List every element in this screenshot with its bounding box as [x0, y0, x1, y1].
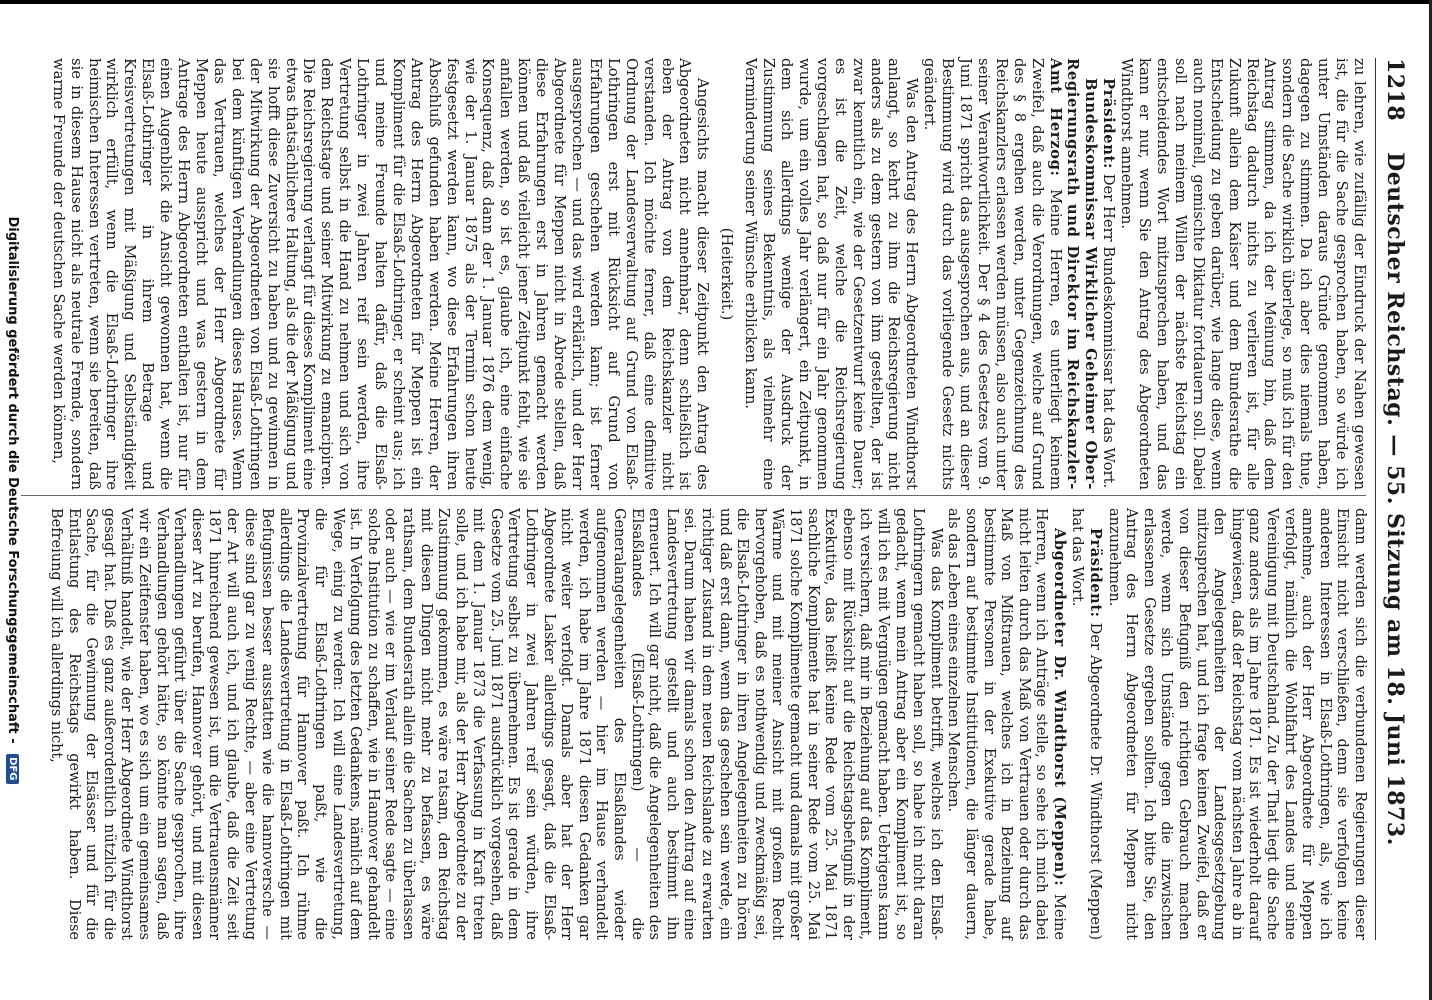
speech-text: Meine Herren, es unterliegt keinem Zweifel, daß auch die Verordnungen, welche auf Grund des § 8 ergehen werden, unter Gegenzeichnung des Reichskanzlers erlassen werden müssen, also auch unter seiner Verantwortlichkeit. Der § 4 des Gesetzes vom 9. Juni 1871 spricht das ausgesprochen aus, und an dieser Bestimmung wird durch das vorliegende Gesetz nichts geändert.	[921, 58, 1064, 490]
speech-text: Der Herr Bundeskommissar hat das Wort.	[1100, 169, 1118, 489]
paragraph: zu lehren, wie zufällig der Eindruck der Nahen gewesen ist, die für die Sache gesprochen haben, so würde ich unter Umständen daraus Gründe genommen haben, dagegen zu stimmen. Da ich aber dies niemals thue, sondern die Sache wirklich überlege, so muß ich für den Antrag stimmen, da ich der Meinung bin, daß dem Reichstag dadurch nichts zu verlieren ist, für alle Zukunft allein dem Kaiser und dem Bundesrathe die Entscheidung zu geben darüber, wie lange diese, wenn auch nominell, gemischte Diktatur fortdauern soll. Dabei soll nach meinem Willen der nächste Reichstag ein entscheidendes Wort mitzusprechen haben, und das kann er nur, wenn Sie den Antrag des Abgeordneten Windthorst annehmen.	[1118, 58, 1368, 490]
interjection: (Heiterkeit.)	[718, 227, 736, 321]
dfg-logo: DFG	[6, 754, 19, 783]
paragraph: Was das Kompliment betrifft, welches ich den Elsaß-Lothringern gemacht haben soll, so habe ich nicht daran gedacht, wenn mein Antrag aber ein Kompliment ist, so will ich es mit Vergnügen gemacht haben. Uebrigens kann ich versichern, daß mir in Beziehung auf das Kompliment, ebenso mit Rücksicht auf die Reichstagsbefugniß in der Exekutive, das heißt keine Rede vom 25. Mai 1871 sachliche Komplimente hat in seiner Rede vom 25. Mai 1871 solche Komplimente gemacht und damals mit großer Wärme und mit meiner Ansicht mit großem Recht hervorgehoben, daß es nothwendig und zweckmäßig sei, die Elsaß-Lothringer in ihren Angelegenheiten zu hören und daß erst dann, wenn das geschehen sein werde, ein richtiger Zustand in dem neuen Reichslande zu erwarten sei. Darum haben wir damals schon den Antrag auf eine Landesvertretung gestellt und auch bestimmt ihn erneuert. Ich will gar nicht, daß die Angelegenheiten des Elsaßlandes (Elsaß-Lothringen) — die Generalangelegenheiten des Elsaßlandes wieder aufgenommen werden — hier im Hause verhandelt werden, ich habe im Jahre 1871 diesen Gedanken gar nicht weiter verfolgt. Damals aber hat der Herr Abgeordnete Lasker allerdings gesagt, daß die Elsaß-Lothringer in zwei Jahren reif sein würden, ihre Vertretung selbst zu übernehmen. Es ist gerade in dem Gesetze vom 25. Juni 1871 ausdrücklich vorgesehen, daß mit dem 1. Januar 1873 die Verfassung in Kraft treten solle, und ich habe mir, als der Herr Abgeordnete zu der Zustimmung gekommen, es wäre ratsam, den Reichstag mit diesen Dingen nicht mehr zu befassen, es wäre rathsam, dem Bundesrath allein die Sachen zu überlassen oder auch — wie er im Verlauf seiner Rede sagte — eine solche Institution zu schaffen, wie in Hannover gehandelt ist. In Verfolgung des letzten Gedankens, nämlich auf dem Wege, einig zu werden: Ich will eine Landesvertretung, die für Elsaß-Lothringen paßt, wie die Provinzialvertretung für Hannover paßt. Ich rühme allerdings die Landesvertretung in Elsaß-Lothringen mit Befugnissen besser ausstatten wie die hannoversche — diese sind gar zu wenig Rechte, — aber eine Vertretung der Art will auch ich, und ich glaube, daß die Zeit seit 1871 hinreichend gewesen ist, um die Vertrauensmänner dieser Art zu berufen, Hannover gehört, und mit diesen Verhandlungen geführt über die Sache gesprochen, ihre Verhandlungen gehört hätte, so könnte man sagen, daß wir ein Zeitfenster haben, wo es sich um ein gemeinsames Verhältniß handelt, wie der Herr Abgeordnete Windthorst gesagt hat. Daß es ganz außerordentlich nützlich für die Sache, für die Gewinnung der Elsässer und für die Entlastung des Reichstags gewirkt haben. Diese Befreiung will ich allerdings nicht,	[48, 508, 944, 940]
column-divider	[21, 495, 1366, 496]
page-number: 1218	[1382, 58, 1408, 122]
speech-text: Meine Herren, wenn ich Anträge stelle, so sehe ich mich dabei nicht leiten durch das Maß von Vertrauen oder durch das Maß von Mißtrauen, welches ich in Beziehung auf bestimmte Personen in der Exekutive gerade habe, sondern auf bestimmte Institutionen, die länger dauern, als das Leben eines einzelnen Menschen.	[945, 508, 1067, 940]
speaker-paragraph	[944, 508, 1068, 940]
footer-credit: Digitalisierung gefördert durch die Deutsche Forschungsgemeinschaft -	[5, 216, 20, 744]
speaker-name: Präsident:	[1087, 528, 1105, 618]
paragraph: Angesichts macht dieser Zeitpunkt den Antrag des Abgeordneten nicht annehmbar, denn schließlich ist eben der Antrag von dem Reichskanzler nicht verstanden. Ich möchte ferner, daß eine definitive Ordnung der Landesverwaltung auf Grund von Elsaß-Lothringen erst mit Rücksicht auf Grund von Erfahrungen geschehen werden kann; ist ferner ausgesprochen — und das wird erklärlich, und der Herr Abgeordnete für Meppen nicht in Abrede stellen, daß diese Erfahrungen erst in Jahren gemacht werden können und daß vielleicht jener Zeitpunkt fehlt, wie sie anfallen werden, so ist es, glaube ich, eine einfache Konsequenz, daß dann der 1. Januar 1876 dem wenig, wie der 1. Januar 1875 als der Termin schon heute festgesetzt werden kann, wo diese Erfahrungen ihren Abschluß gefunden haben werden. Meine Herren, der Antrag des Herrn Abgeordneten für Meppen ist ein Kompliment für die Elsaß-Lothringer, er scheint aus; ich und meine Freunde halten dafür, daß die Elsaß-Lothringer in zwei Jahren reif sein werden, ihre Vertretung selbst in die Hand zu nehmen und sich von dem Reichstage und seiner Mitwirkung zu emancipiren. Die Reichsregierung verlangt für dieses Kompliment eine etwas thatsächlichere Haltung, als die der Mäßigung und sie hofft diese Zuversicht zu haben und zu gewinnen in der Mitwirkung der Abgeordneten von Elsaß-Lothringen bei dem künftigen Verhandlungen dieses Hauses. Wenn das Vertrauen, welches der Herr Abgeordnete für Meppen heute ausspricht und was gestern in dem Antrage des Herrn Abgeordneten enthalten ist, nur für einen Augenblick die Ansicht gewonnen hat, wenn die Elsaß-Lothringer in ihrem Betrage und Kreisvertretungen mit Mäßigung und Selbständigkeit wirklich erfüllt, wenn die Elsaß-Lothringer ihre heimischen Interessen vertreten, wenn sie bereiten, daß sie in diesem Hause nicht als neutrale Fremde, sondern warme Freunde der deutschen Sache werden können,	[49, 58, 712, 490]
paragraph: dann werden sich die verbundenen Regierungen dieser Einsicht nicht verschließen, denn sie verfolgen keine anderen Interessen in Elsaß-Lothringen, als, wie ich annehme, auch der Herr Abgeordnete für Meppen verfolgt, nämlich die Wohlfahrt des Landes und seine Vereinigung mit Deutschland. Zu der That liegt die Sache ganz anders als im Jahre 1871. Es ist wiederholt darauf hingewiesen, daß der Reichstag vom nächsten Jahre ab in den Angelegenheiten der Landesgesetzgebung mitzusprechen hat, und ich frage keinen Zweifel, daß er von dieser Befugniß den richtigen Gebrauch machen werde, wenn sich Umstände gegen die inzwischen erlassenen Gesetze ergeben sollten. Ich bitte Sie, den Antrag des Herrn Abgeordneten für Meppen nicht anzunehmen.	[1105, 508, 1368, 940]
speaker-paragraph	[920, 58, 1099, 490]
paragraph: Was den Antrag des Herrn Abgeordneten Windthorst anlangt, so kehrt zu ihm die Reichsregierung nicht anders als zu dem gestern von ihm gestellten, der ist zwar kenntlich ein, wie der Gesetzentwurf keine Dauer; es ist die Zeit, welche die Reichsregierung vorgeschlagen hat, so daß nur für ein Jahr genommen wurde, um ein volles Jahr verlängert, ein Zeitpunkt, in dem sich allerdings wenige der Ausdruck der Zustimmung seines Bekenntnis, als vielmehr eine Verminderung seiner Wünsche erblicken kann.	[742, 58, 921, 490]
speaker-paragraph	[1099, 58, 1117, 490]
right-column	[46, 508, 1368, 940]
speaker-name: Präsident:	[1100, 78, 1118, 170]
speaker-paragraph	[1068, 508, 1104, 940]
digitization-footer	[0, 0, 20, 1000]
speaker-name: Abgeordneter Dr. Windthorst (Meppen):	[1050, 528, 1068, 887]
speaker-name: Bundeskommissar Wirklicher Geheimer Ober-Regierungsrath und Direktor im Reichskanzler-Amt Herzog:	[1046, 58, 1100, 490]
page-header	[1375, 58, 1410, 940]
speech-text: Der Abgeordnete Dr. Windthorst (Meppen) hat das Wort.	[1069, 508, 1104, 940]
left-column	[49, 58, 1368, 490]
running-title: Deutscher Reichstag. — 55. Sitzung am 18. Juni 1873.	[1382, 152, 1408, 846]
